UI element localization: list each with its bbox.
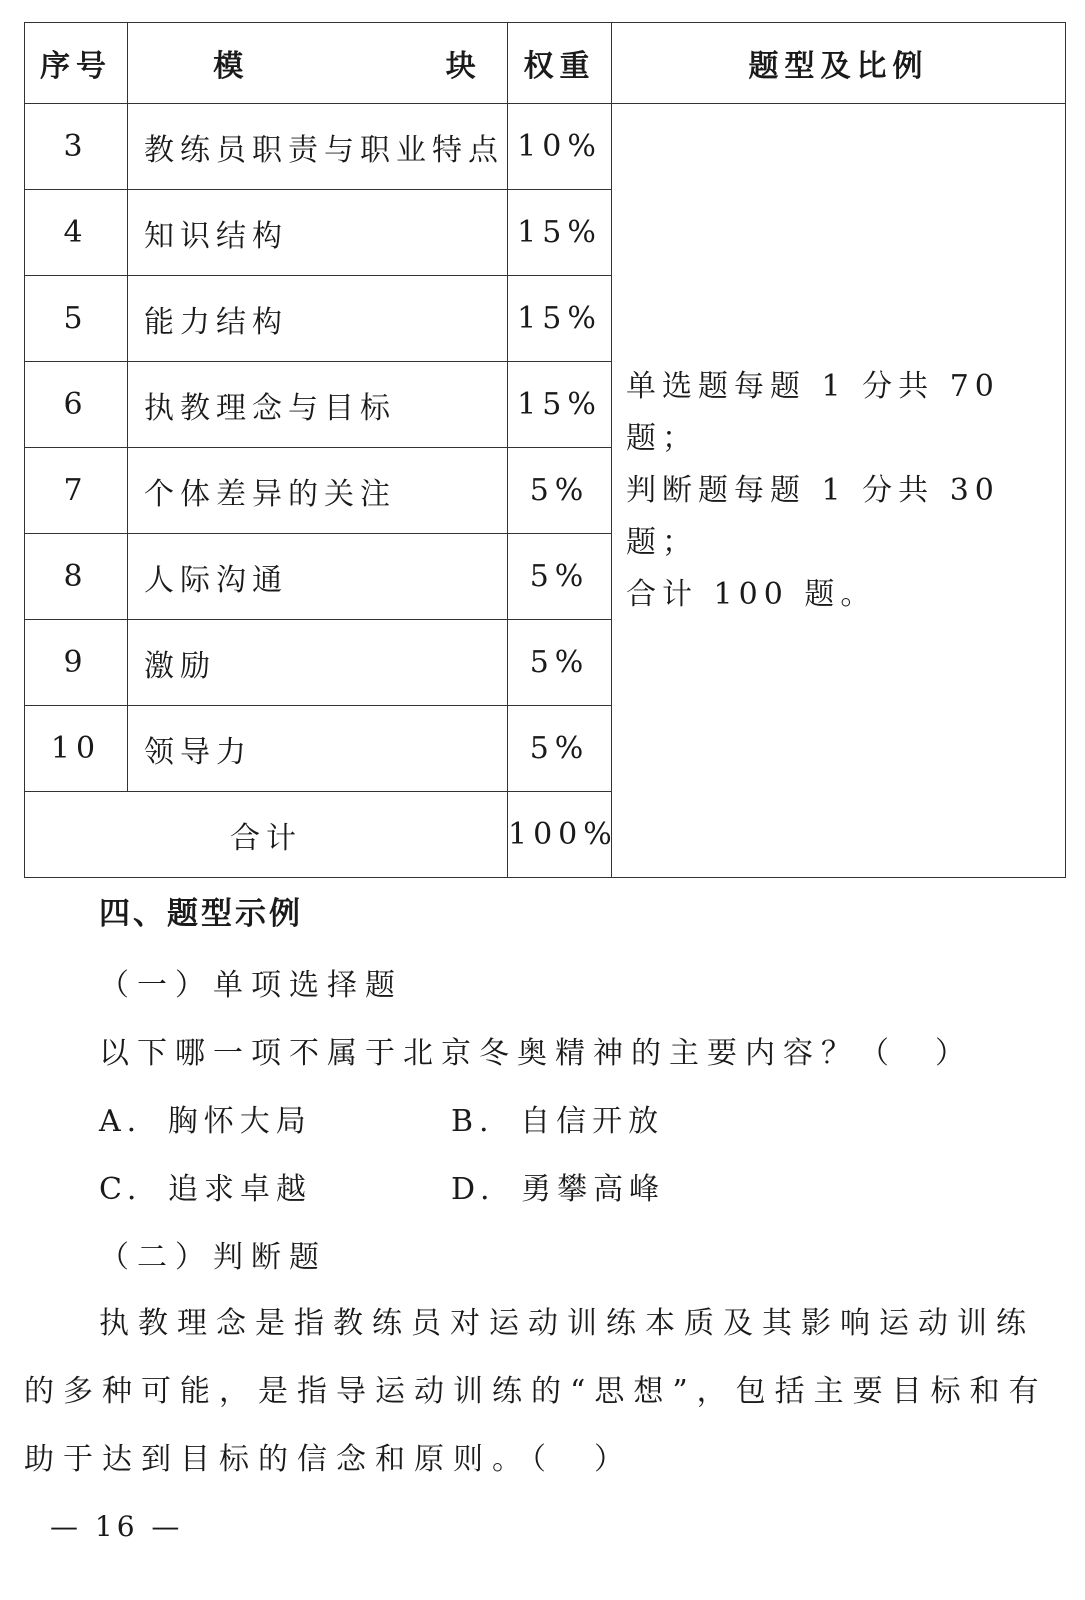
option-letter: D. — [451, 1172, 496, 1207]
option-text: 自信开放 — [520, 1104, 665, 1139]
table-header-row — [25, 23, 1066, 104]
row-weight: 5% — [508, 706, 612, 792]
option-letter: C. — [99, 1172, 143, 1207]
row-weight: 15% — [508, 362, 612, 448]
row-index: 10 — [25, 706, 128, 792]
header-index: 序号 — [25, 23, 128, 104]
table-row — [25, 104, 1066, 190]
row-module: 教练员职责与职业特点 — [128, 104, 508, 190]
section-heading: 四、题型示例 — [99, 896, 303, 932]
row-module: 执教理念与目标 — [128, 362, 508, 448]
option-b — [451, 1096, 664, 1140]
row-weight: 5% — [508, 534, 612, 620]
row-module: 知识结构 — [128, 190, 508, 276]
option-text: 追求卓越 — [167, 1172, 312, 1207]
option-text: 勇攀高峰 — [521, 1172, 666, 1207]
row-weight: 15% — [508, 276, 612, 362]
row-index: 7 — [25, 448, 128, 534]
row-weight: 5% — [508, 448, 612, 534]
single-choice-heading: （一）单项选择题 — [99, 968, 403, 1003]
row-weight: 5% — [508, 620, 612, 706]
row-index: 8 — [25, 534, 128, 620]
type-description-line: 合计 100 题。 — [626, 576, 877, 612]
header-module-right: 块 — [445, 49, 482, 84]
row-module: 个体差异的关注 — [128, 448, 508, 534]
total-label: 合计 — [25, 792, 508, 878]
row-module: 激励 — [128, 620, 508, 706]
row-index: 9 — [25, 620, 128, 706]
type-description-line: 单选题每题 1 分共 70 题； — [626, 368, 1000, 456]
header-weight: 权重 — [508, 23, 612, 104]
option-letter: B. — [451, 1104, 495, 1139]
row-weight: 10% — [508, 104, 612, 190]
type-description — [612, 104, 1066, 878]
row-module: 领导力 — [128, 706, 508, 792]
option-d — [451, 1164, 665, 1208]
option-letter: A. — [99, 1104, 143, 1139]
row-index: 3 — [25, 104, 128, 190]
total-weight: 100% — [508, 792, 612, 878]
option-a — [99, 1096, 312, 1140]
row-module: 人际沟通 — [128, 534, 508, 620]
module-weight-table — [24, 22, 1066, 878]
option-text: 胸怀大局 — [167, 1104, 312, 1139]
row-index: 4 — [25, 190, 128, 276]
header-type: 题型及比例 — [612, 23, 1066, 104]
row-index: 5 — [25, 276, 128, 362]
header-module — [128, 23, 508, 104]
page-number: — 16 — — [50, 1510, 184, 1543]
option-c — [99, 1164, 312, 1208]
row-index: 6 — [25, 362, 128, 448]
row-weight: 15% — [508, 190, 612, 276]
true-false-statement: 执教理念是指教练员对运动训练本质及其影响运动训练的多种可能，是指导运动训练的“思想”，包括主要目标和有助于达到目标的信念和原则。（ ） — [24, 1306, 1048, 1477]
type-description-line: 判断题每题 1 分共 30 题； — [626, 472, 1000, 560]
true-false-heading: （二）判断题 — [99, 1240, 327, 1275]
single-choice-question: 以下哪一项不属于北京冬奥精神的主要内容？（ ） — [99, 1036, 973, 1071]
row-module: 能力结构 — [128, 276, 508, 362]
header-module-left: 模 — [213, 49, 250, 84]
